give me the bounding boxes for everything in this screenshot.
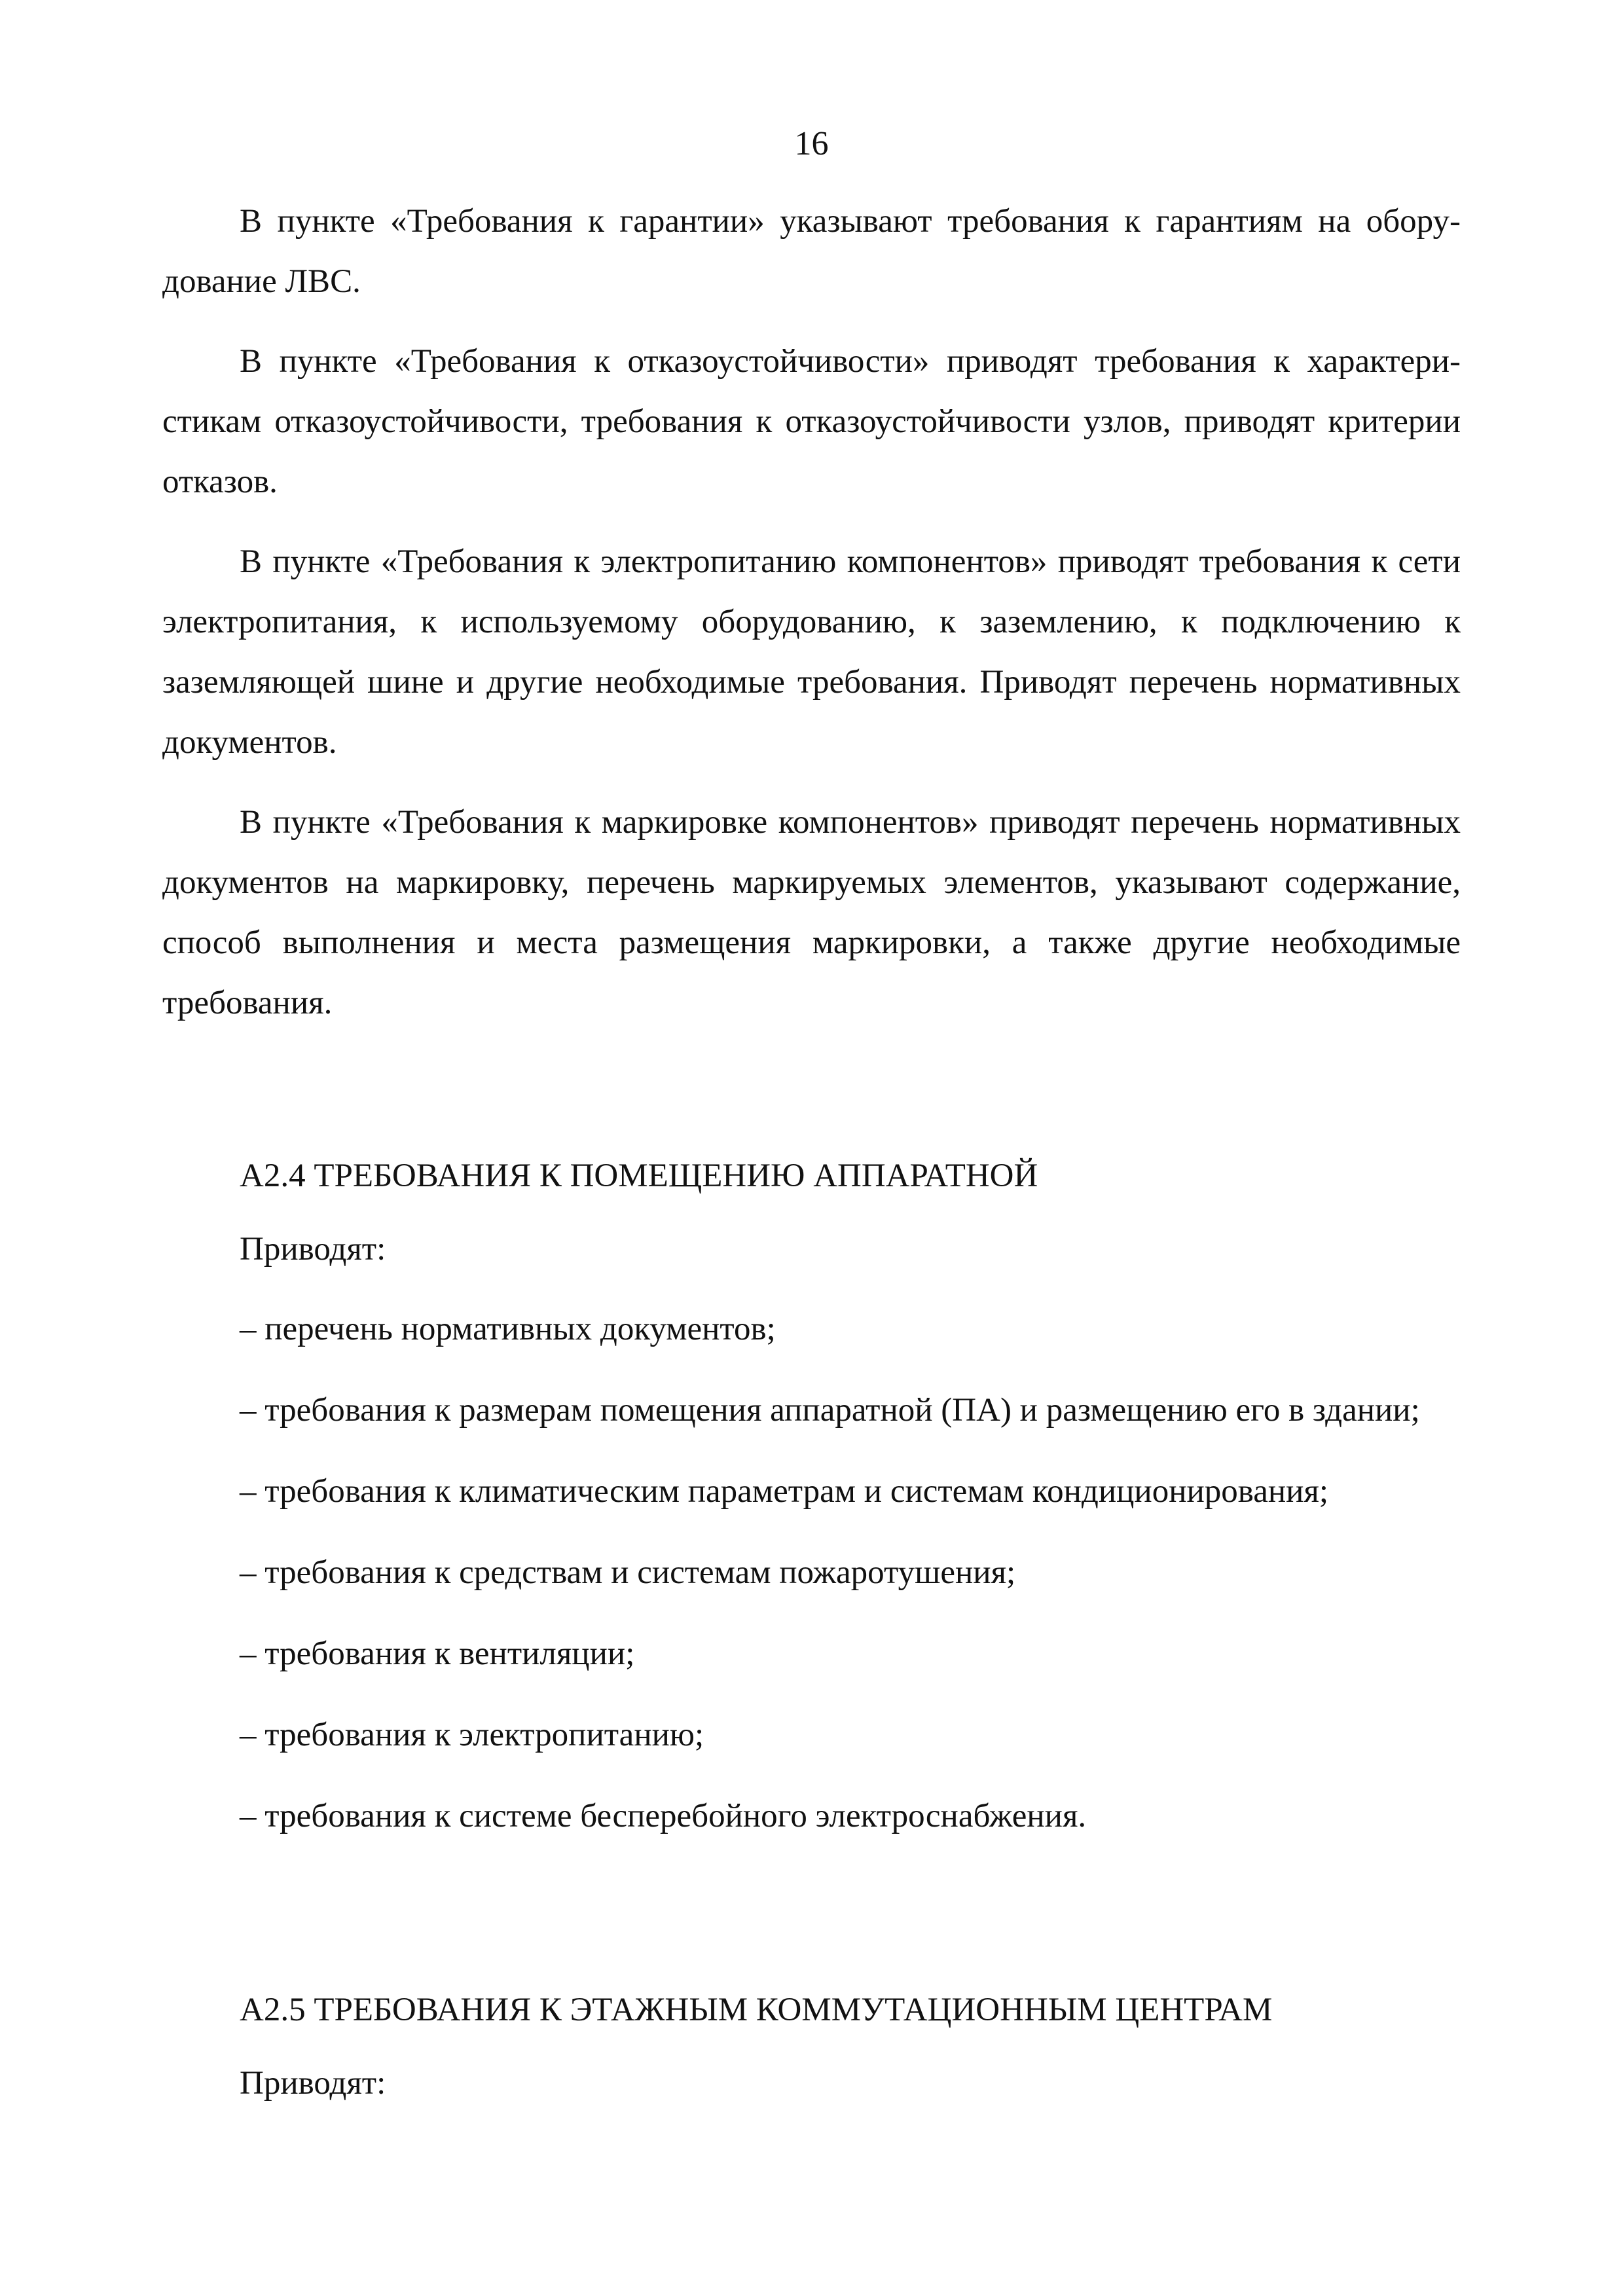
section-intro: Приводят: — [240, 2065, 386, 2102]
section-a2-5 — [162, 1980, 1461, 2113]
section-intro: Приводят: — [240, 1231, 386, 1267]
paragraph: В пункте «Требования к отказоустойчивости» приводят требования к характеристикам отказоустойчивости, требования к отказоустойчивости узлов, приводят критерии отказов. — [162, 343, 1461, 500]
list-item: – требования к электропитанию; — [240, 1717, 704, 1753]
paragraph: В пункте «Требования к маркировке компонентов» приводят перечень нормативных документов на маркировку, перечень маркируемых элементов, указывают содержание, способ выполнения и места размещения маркировки, а также другие необходимые требования. — [162, 804, 1461, 1021]
list-item: – требования к размерам помещения аппаратной (ПА) и размещению его в здании; — [240, 1392, 1420, 1429]
section-spacer — [162, 1033, 1461, 1146]
page-content — [162, 191, 1461, 2133]
list-item: – перечень нормативных документов; — [240, 1311, 776, 1347]
list-item: – требования к системе бесперебойного электроснабжения. — [240, 1798, 1087, 1834]
page-number: 16 — [794, 125, 829, 162]
section-heading: А2.5 ТРЕБОВАНИЯ К ЭТАЖНЫМ КОММУТАЦИОННЫМ ЦЕНТРАМ — [240, 1992, 1273, 2028]
requirements-list — [162, 1299, 1461, 1846]
list-item: – требования к климатическим параметрам и системам кондиционирования; — [240, 1473, 1329, 1510]
paragraph: В пункте «Требования к гарантии» указывают требования к гарантиям на оборудование ЛВС. — [162, 203, 1461, 300]
list-item: – требования к вентиляции; — [240, 1635, 635, 1672]
list-item: – требования к средствам и системам пожаротушения; — [240, 1554, 1016, 1591]
section-heading: А2.4 ТРЕБОВАНИЯ К ПОМЕЩЕНИЮ АППАРАТНОЙ — [240, 1157, 1038, 1194]
section-spacer — [162, 1867, 1461, 1980]
paragraph: В пункте «Требования к электропитанию компонентов» приводят требования к сети электропитания, к используемому оборудованию, к заземлению, к подключению к заземляющей шине и другие необходимые требования. Приводят перечень нормативных документов. — [162, 543, 1461, 761]
section-a2-4 — [162, 1146, 1461, 1846]
